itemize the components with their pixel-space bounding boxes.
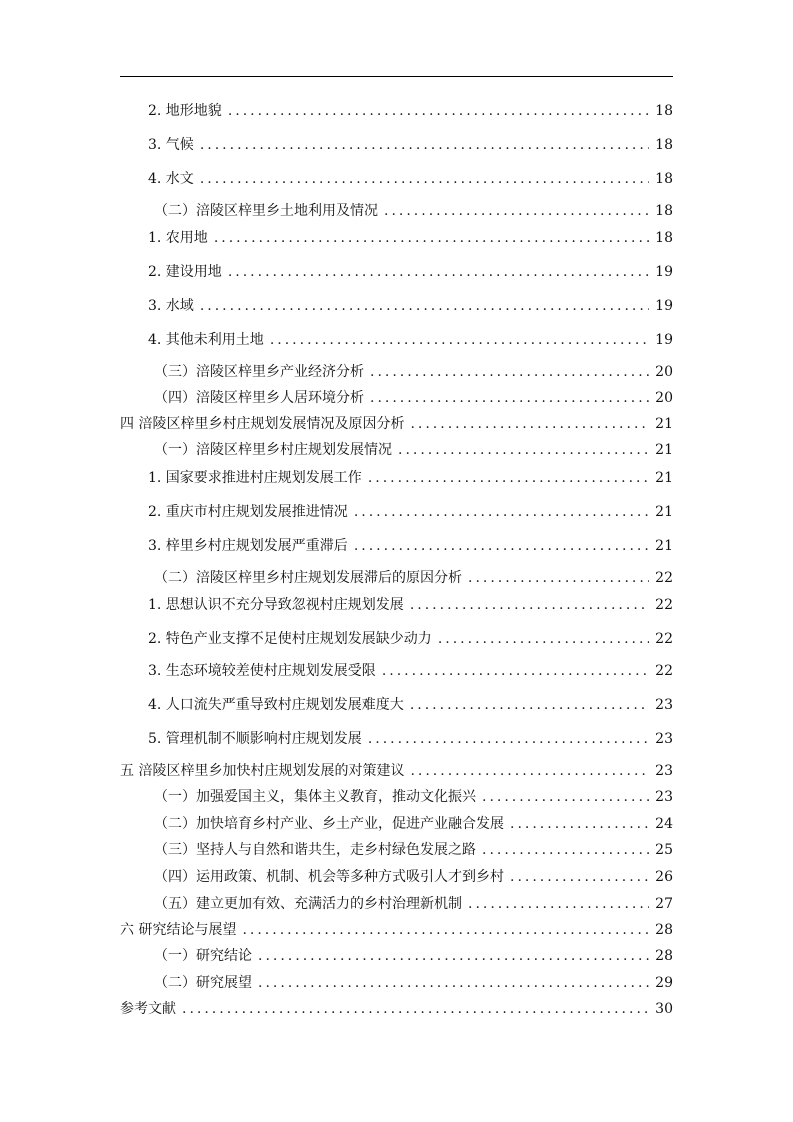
toc-page-number: 19 xyxy=(655,298,673,314)
toc-page-number: 22 xyxy=(655,570,673,586)
toc-dot-leader xyxy=(354,536,649,556)
toc-entry-title: 2. 重庆市村庄规划发展推进情况 xyxy=(148,504,348,520)
toc-dot-leader xyxy=(482,787,649,807)
toc-entry[interactable] xyxy=(120,999,673,1019)
toc-dot-leader xyxy=(510,814,649,834)
toc-page-number: 24 xyxy=(655,816,673,832)
toc-page-number: 28 xyxy=(655,948,673,964)
toc-entry[interactable] xyxy=(120,414,673,434)
toc-page-number: 22 xyxy=(655,597,673,613)
toc-page-number: 18 xyxy=(655,203,673,219)
toc-entry-title: （四）运用政策、机制、机会等多种方式吸引人才到乡村 xyxy=(154,869,504,885)
toc-entry-title: 2. 建设用地 xyxy=(148,264,222,280)
toc-entry[interactable] xyxy=(154,440,673,460)
toc-entry[interactable] xyxy=(148,101,673,121)
toc-entry-title: 参考文献 xyxy=(120,1001,176,1017)
toc-page-number: 23 xyxy=(655,789,673,805)
toc-dot-leader xyxy=(368,729,649,749)
toc-page-number: 18 xyxy=(655,103,673,119)
toc-entry[interactable] xyxy=(148,169,673,189)
toc-entry-title: 3. 梓里乡村庄规划发展严重滞后 xyxy=(148,538,348,554)
toc-entry-title: 2. 地形地貌 xyxy=(148,103,222,119)
toc-page-number: 21 xyxy=(655,538,673,554)
toc-page-number: 20 xyxy=(655,364,673,380)
toc-page-number: 29 xyxy=(655,975,673,991)
toc-entry-title: 五 涪陵区梓里乡加快村庄规划发展的对策建议 xyxy=(120,763,405,779)
toc-entry[interactable] xyxy=(154,840,673,860)
toc-page-number: 21 xyxy=(655,416,673,432)
toc-entry-title: 四 涪陵区梓里乡村庄规划发展情况及原因分析 xyxy=(120,416,405,432)
toc-dot-leader xyxy=(200,296,649,316)
toc-page-number: 19 xyxy=(655,264,673,280)
toc-dot-leader xyxy=(482,840,649,860)
toc-dot-leader xyxy=(258,946,649,966)
toc-dot-leader xyxy=(182,999,649,1019)
toc-page-number: 30 xyxy=(655,1001,673,1017)
toc-entry-title: （五）建立更加有效、充满活力的乡村治理新机制 xyxy=(154,896,462,912)
toc-entry[interactable] xyxy=(154,814,673,834)
toc-entry[interactable] xyxy=(120,761,673,781)
toc-entry[interactable] xyxy=(148,629,673,649)
toc-entry[interactable] xyxy=(154,946,673,966)
toc-dot-leader xyxy=(468,568,649,588)
toc-entry[interactable] xyxy=(154,362,673,382)
toc-entry-title: （二）加快培育乡村产业、乡土产业，促进产业融合发展 xyxy=(154,816,504,832)
toc-entry[interactable] xyxy=(148,502,673,522)
toc-dot-leader xyxy=(214,228,649,248)
toc-page-number: 22 xyxy=(655,663,673,679)
toc-entry[interactable] xyxy=(154,787,673,807)
toc-dot-leader xyxy=(384,201,649,221)
toc-entry-title: 5. 管理机制不顺影响村庄规划发展 xyxy=(148,731,362,747)
toc-dot-leader xyxy=(410,595,649,615)
toc-entry-title: （三）坚持人与自然和谐共生，走乡村绿色发展之路 xyxy=(154,842,476,858)
toc-page-number: 23 xyxy=(655,731,673,747)
toc-dot-leader xyxy=(270,330,649,350)
toc-entry-title: 1. 农用地 xyxy=(148,230,208,246)
toc-entry[interactable] xyxy=(154,568,673,588)
toc-dot-leader xyxy=(258,973,649,993)
toc-entry[interactable] xyxy=(148,595,673,615)
toc-entry[interactable] xyxy=(154,388,673,408)
toc-dot-leader xyxy=(410,414,649,434)
toc-entry-title: （二）涪陵区梓里乡村庄规划发展滞后的原因分析 xyxy=(154,570,462,586)
toc-page-number: 18 xyxy=(655,137,673,153)
toc-entry[interactable] xyxy=(154,201,673,221)
toc-entry-title: 4. 其他未利用土地 xyxy=(148,332,264,348)
toc-entry-title: （二）涪陵区梓里乡土地利用及情况 xyxy=(154,203,378,219)
toc-dot-leader xyxy=(468,894,649,914)
toc-page-number: 21 xyxy=(655,442,673,458)
toc-entry-title: 1. 思想认识不充分导致忽视村庄规划发展 xyxy=(148,597,404,613)
toc-page-number: 28 xyxy=(655,922,673,938)
toc-dot-leader xyxy=(410,695,649,715)
toc-entry[interactable] xyxy=(148,468,673,488)
toc-entry-title: 六 研究结论与展望 xyxy=(120,922,237,938)
toc-entry[interactable] xyxy=(154,867,673,887)
toc-entry[interactable] xyxy=(148,536,673,556)
toc-dot-leader xyxy=(370,388,649,408)
toc-page-number: 18 xyxy=(655,230,673,246)
toc-entry[interactable] xyxy=(154,894,673,914)
toc-dot-leader xyxy=(368,468,649,488)
toc-entry-title: （二）研究展望 xyxy=(154,975,252,991)
toc-page-number: 18 xyxy=(655,171,673,187)
toc-entry[interactable] xyxy=(148,262,673,282)
toc-entry[interactable] xyxy=(148,661,673,681)
toc-dot-leader xyxy=(398,440,649,460)
toc-entry[interactable] xyxy=(148,296,673,316)
toc-page-number: 23 xyxy=(655,763,673,779)
toc-dot-leader xyxy=(228,101,649,121)
toc-entry-title: 4. 水文 xyxy=(148,171,194,187)
toc-entry-title: 3. 生态环境较差使村庄规划发展受限 xyxy=(148,663,376,679)
toc-dot-leader xyxy=(370,362,649,382)
toc-page-number: 27 xyxy=(655,896,673,912)
toc-entry-title: （四）涪陵区梓里乡人居环境分析 xyxy=(154,390,364,406)
toc-entry[interactable] xyxy=(148,330,673,350)
toc-entry-title: 1. 国家要求推进村庄规划发展工作 xyxy=(148,470,362,486)
toc-entry-title: （一）涪陵区梓里乡村庄规划发展情况 xyxy=(154,442,392,458)
toc-entry-title: （一）加强爱国主义，集体主义教育，推动文化振兴 xyxy=(154,789,476,805)
toc-dot-leader xyxy=(354,502,649,522)
toc-dot-leader xyxy=(410,761,649,781)
toc-dot-leader xyxy=(200,169,649,189)
toc-entry-title: 2. 特色产业支撑不足使村庄规划发展缺少动力 xyxy=(148,631,432,647)
toc-entry[interactable] xyxy=(148,729,673,749)
toc-dot-leader xyxy=(510,867,649,887)
toc-page-number: 20 xyxy=(655,390,673,406)
toc-entry[interactable] xyxy=(148,695,673,715)
toc-entry[interactable] xyxy=(148,135,673,155)
toc-entry-title: 3. 水域 xyxy=(148,298,194,314)
toc-dot-leader xyxy=(242,920,649,940)
toc-page-number: 23 xyxy=(655,697,673,713)
toc-entry-title: （三）涪陵区梓里乡产业经济分析 xyxy=(154,364,364,380)
toc-dot-leader xyxy=(382,661,649,681)
toc-entry-title: 4. 人口流失严重导致村庄规划发展难度大 xyxy=(148,697,404,713)
toc-dot-leader xyxy=(200,135,649,155)
toc-page-number: 22 xyxy=(655,631,673,647)
toc-page-number: 25 xyxy=(655,842,673,858)
toc-entry[interactable] xyxy=(148,228,673,248)
toc-entry-title: 3. 气候 xyxy=(148,137,194,153)
toc-dot-leader xyxy=(438,629,649,649)
toc-dot-leader xyxy=(228,262,649,282)
toc-entry-title: （一）研究结论 xyxy=(154,948,252,964)
toc-entry[interactable] xyxy=(154,973,673,993)
toc-page-number: 21 xyxy=(655,504,673,520)
toc-entry[interactable] xyxy=(120,920,673,940)
toc-page-number: 26 xyxy=(655,869,673,885)
toc-page-number: 21 xyxy=(655,470,673,486)
toc-page-number: 19 xyxy=(655,332,673,348)
